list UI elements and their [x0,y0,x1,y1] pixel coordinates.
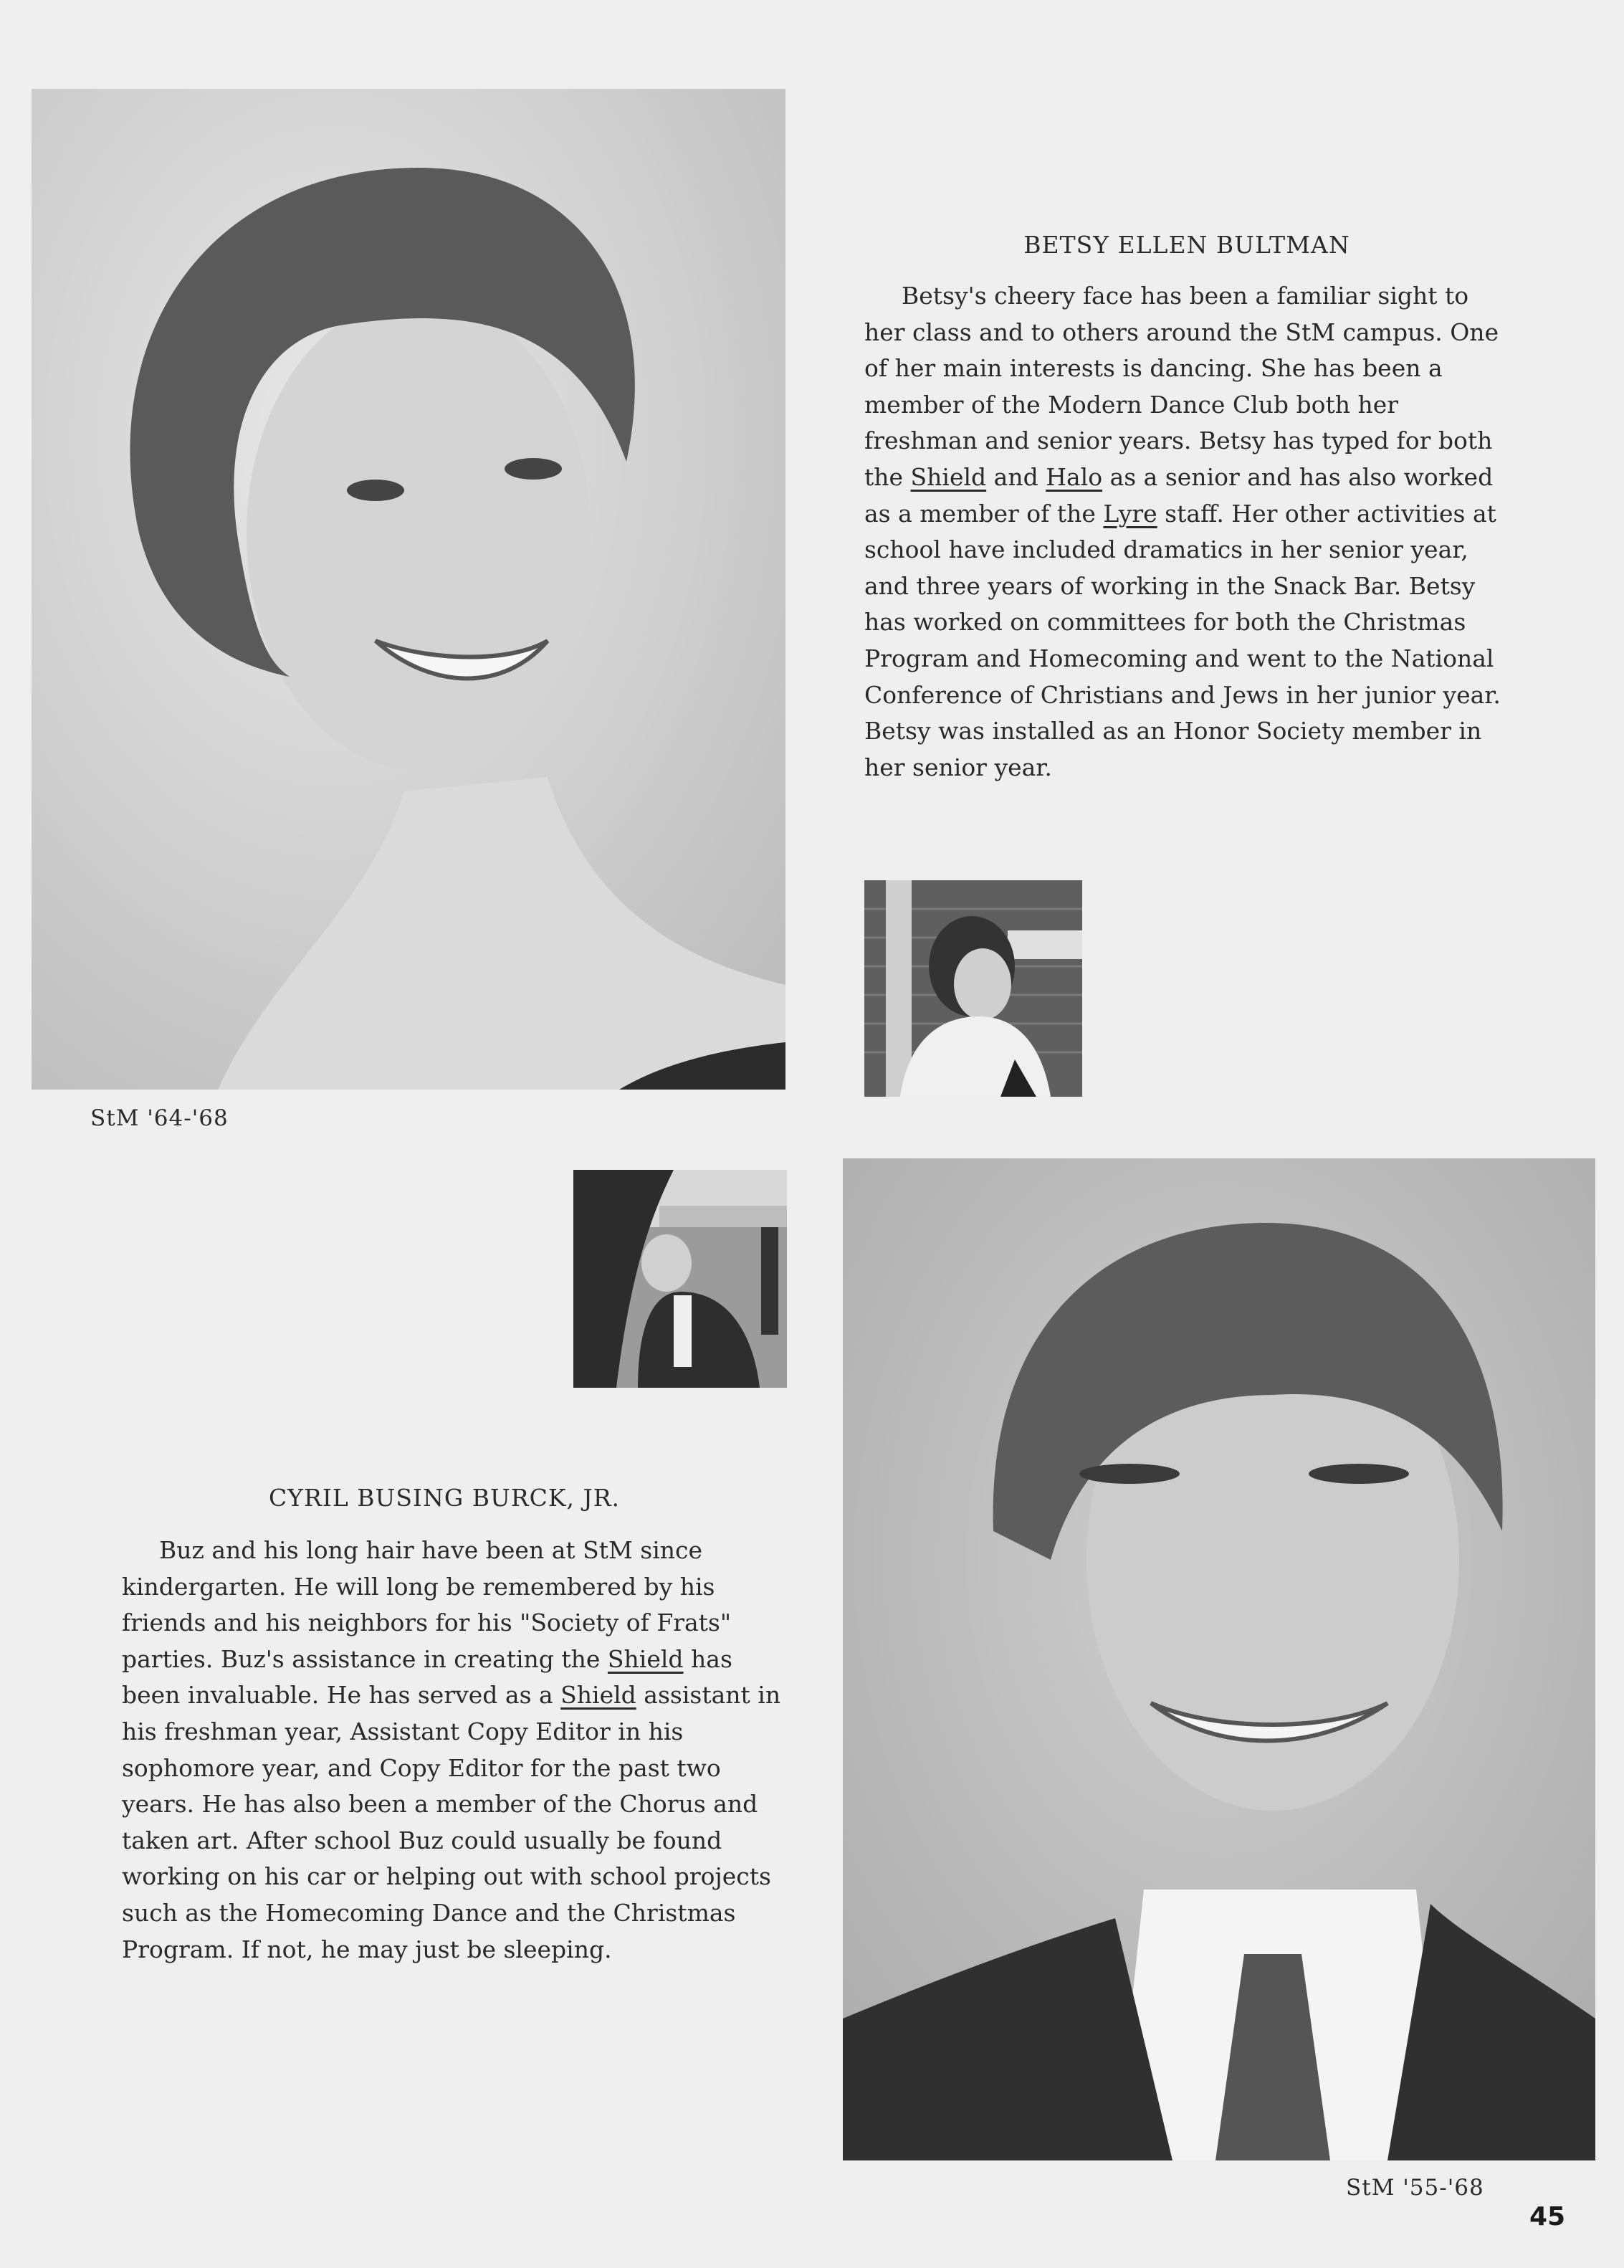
student-bio-buz [122,1533,781,1968]
portrait-photo-betsy [32,89,785,1090]
bio-paragraph [122,1533,781,1968]
student-bio-betsy [864,278,1516,786]
bio-text: assistant in his freshman year, Assistant Copy Editor in his sophomore year, and Copy Editor for the past two years. He has also been a member of the Chorus and taken art. After school Buz could usually be found working on his car or helping out with school projects such as the Homecoming Dance and the Christmas Program. If not, he may just be sleeping. [122,1681,781,1963]
years-caption-betsy: StM '64-'68 [90,1105,229,1131]
bio-text: Betsy's cheery face has been a familiar sight to her class and to others around the StM campus. One of her main interests is dancing. She has been a member of the Modern Dance Club both her freshman and senior years. Betsy has typed for both the [864,282,1499,491]
publication-title: Lyre [1103,499,1157,528]
bio-text: has been invaluable. He has served as a [122,1644,732,1710]
candid-photo-betsy [864,880,1082,1097]
candid-photo-buz [573,1170,787,1388]
page-number: 45 [1529,2202,1566,2231]
student-name-buz: CYRIL BUSING BURCK, JR. [268,1484,621,1512]
years-caption-buz: StM '55-'68 [1346,2175,1484,2201]
bio-text: staff. Her other activities at school have included dramatics in her senior year, and three years of working in the Snack Bar. Betsy has worked on committees for both the Christmas Program and Homecoming and went to the National Conference of Christians and Jews in her junior year. Betsy was installed as an Honor Society member in her senior year. [864,499,1501,781]
publication-title: Shield [607,1644,684,1673]
bio-text: and [986,462,1046,491]
bio-paragraph [864,278,1516,786]
student-name-betsy: BETSY ELLEN BULTMAN [1023,231,1350,259]
publication-title: Shield [560,1681,636,1710]
publication-title: Shield [910,462,987,491]
publication-title: Halo [1046,462,1103,491]
portrait-photo-buz [843,1158,1595,2160]
bio-text: as a senior and has also worked as a member of the [864,462,1494,528]
bio-text: Buz and his long hair have been at StM since kindergarten. He will long be remembered by his friends and his neighbors for his "Society of Frats" parties. Buz's assistance in creating the [122,1536,732,1673]
